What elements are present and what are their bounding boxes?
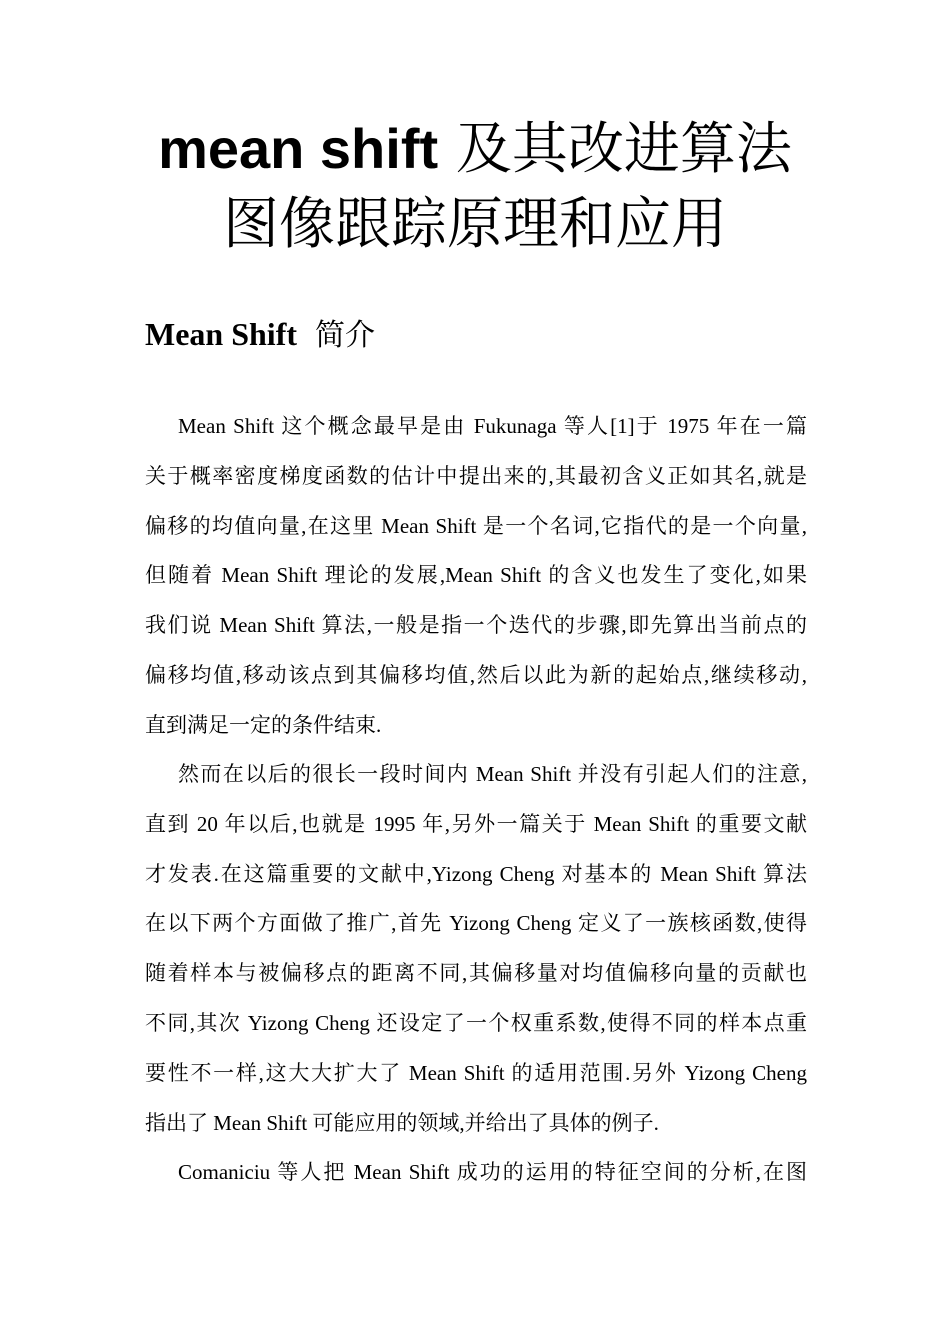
paragraph-line: 然而在以后的很长一段时间内 Mean Shift 并没有引起人们的注意, <box>178 762 807 786</box>
paragraph-2 <box>145 750 807 1148</box>
paragraph-line: Comaniciu 等人把 Mean Shift 成功的运用的特征空间的分析,在图 <box>178 1160 807 1184</box>
paragraph-1 <box>145 402 807 751</box>
paragraph-line: Mean Shift 这个概念最早是由 Fukunaga 等人[1]于 1975 年在一篇 <box>178 414 807 438</box>
title-cjk-text: 及其改进算法 <box>438 117 792 182</box>
paragraph-line: 偏移均值,移动该点到其偏移均值,然后以此为新的起始点,继续移动, <box>145 662 807 687</box>
paragraph-line: 直到满足一定的条件结束. <box>145 712 382 737</box>
paragraph-line: 我们说 Mean Shift 算法,一般是指一个迭代的步骤,即先算出当前点的 <box>145 613 807 638</box>
paragraph-3 <box>145 1148 807 1198</box>
paragraph-line: 但随着 Mean Shift 理论的发展,Mean Shift 的含义也发生了变化,如果 <box>145 563 807 588</box>
section-heading <box>145 310 375 360</box>
paragraph-line: 要性不一样,这大大扩大了 Mean Shift 的适用范围.另外 Yizong Cheng <box>145 1060 807 1085</box>
section-heading-latin: Mean Shift <box>145 316 297 352</box>
paragraph-line: 不同,其次 Yizong Cheng 还设定了一个权重系数,使得不同的样本点重 <box>145 1010 807 1035</box>
title-latin-text: mean shift <box>158 117 439 180</box>
document-title-line-1 <box>0 112 950 187</box>
paragraph-line: 指出了 Mean Shift 可能应用的领域,并给出了具体的例子. <box>145 1110 659 1135</box>
paragraph-line: 在以下两个方面做了推广,首先 Yizong Cheng 定义了一族核函数,使得 <box>145 911 807 936</box>
paragraph-line: 直到 20 年以后,也就是 1995 年,另外一篇关于 Mean Shift 的重要文献 <box>145 811 807 836</box>
paragraph-line: 关于概率密度梯度函数的估计中提出来的,其最初含义正如其名,就是 <box>145 463 807 488</box>
document-title-line-2: 图像跟踪原理和应用 <box>223 192 727 257</box>
paragraph-line: 才发表.在这篇重要的文献中,Yizong Cheng 对基本的 Mean Shift 算法 <box>145 861 807 886</box>
paragraph-line: 偏移的均值向量,在这里 Mean Shift 是一个名词,它指代的是一个向量, <box>145 513 807 538</box>
paragraph-line: 随着样本与被偏移点的距离不同,其偏移量对均值偏移向量的贡献也 <box>145 961 807 986</box>
section-heading-cjk: 简介 <box>315 318 375 353</box>
